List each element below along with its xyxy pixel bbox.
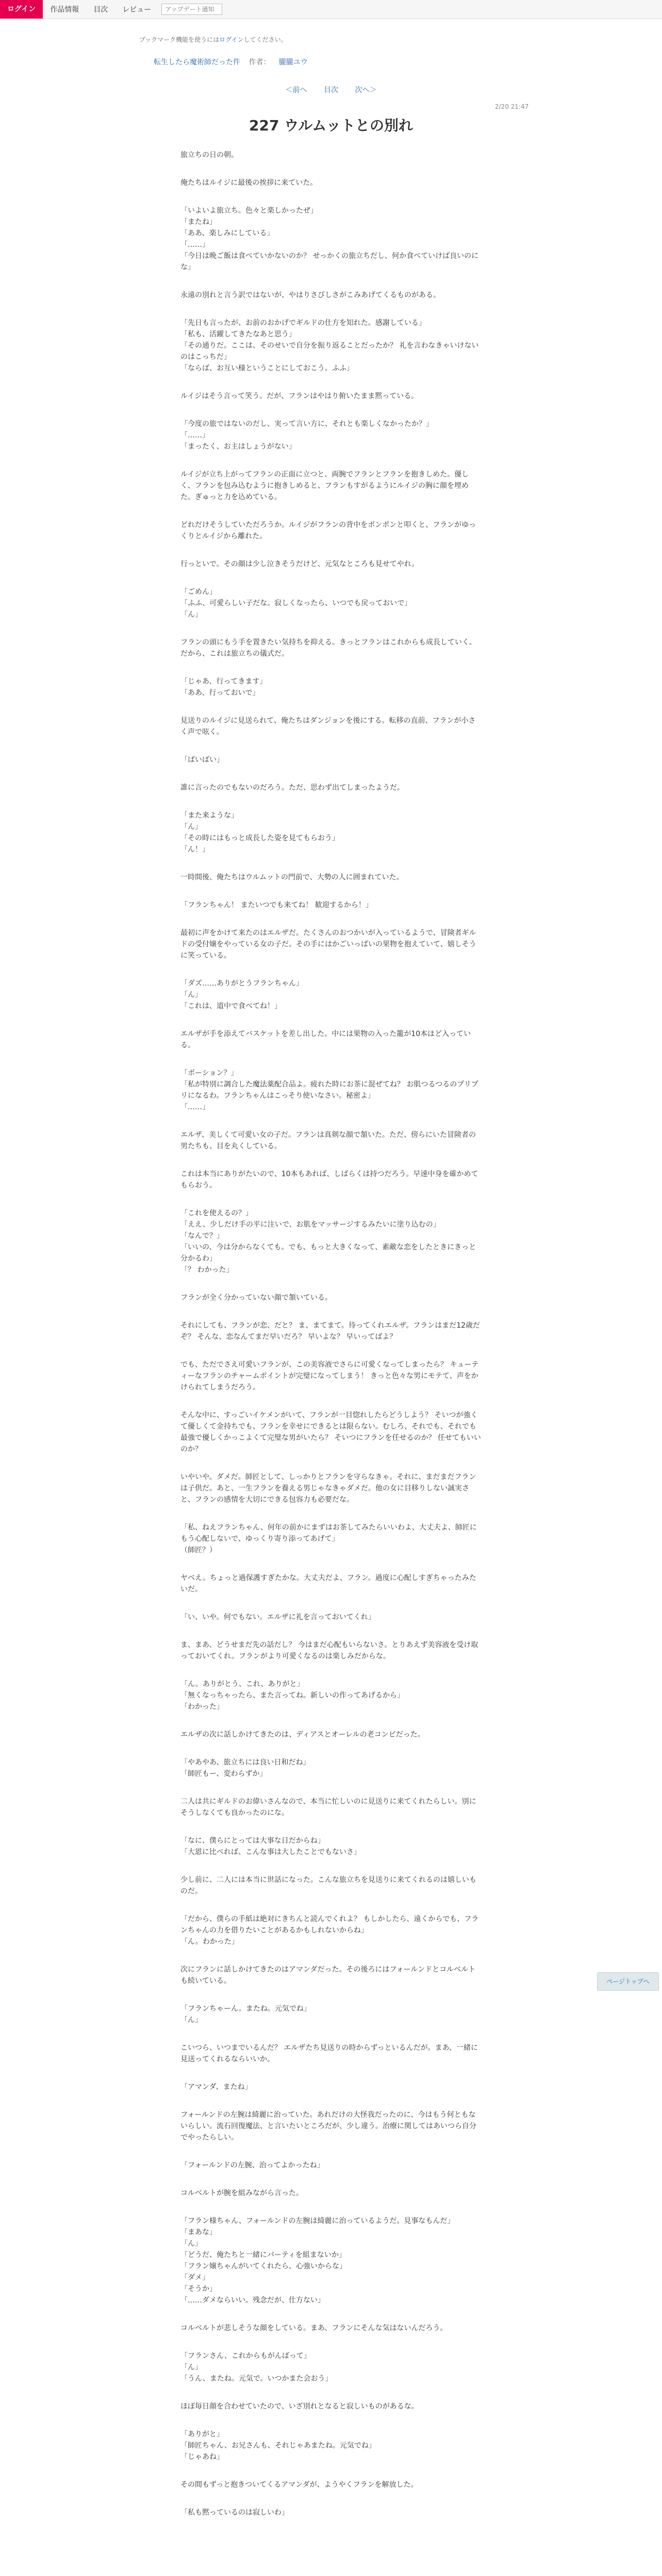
paragraph xyxy=(180,1679,482,1713)
nav-item-review[interactable]: レビュー xyxy=(122,6,152,14)
text-line: 「ええ、少しだけ手の平に注いで、お肌をマッサージするみたいに塗り込むの」 xyxy=(180,1221,440,1229)
text-line: 「フランさん、これからもがんばって」 xyxy=(180,2352,311,2360)
text-line: 「ばいばい」 xyxy=(180,756,224,764)
nav-item-info[interactable]: 作品情報 xyxy=(50,6,79,14)
text-line: 「師匠ちゃん、お兄さんも、それじゃあまたね。元気でね」 xyxy=(180,2442,376,2450)
text-line: 「どうだ、俺たちと一緒にパーティを組まないか」 xyxy=(180,2251,346,2259)
text-line: それにしても、フランが恋、だと？ ま、まてまて。待ってくれエルザ。フランはまだ12歳だぞ？ そんな、恋なんてまだ早いだろ？ 早いよな？ 早いってばよ？ xyxy=(180,1321,481,1341)
paragraph xyxy=(180,927,482,961)
paragraph xyxy=(180,2109,482,2143)
paragraph xyxy=(180,2350,482,2384)
text-line: 「ん。わかった」 xyxy=(180,1938,239,1946)
paragraph xyxy=(180,1067,482,1113)
text-line: 「……」 xyxy=(180,1103,209,1111)
paragraph xyxy=(180,2215,482,2306)
top-pager xyxy=(0,84,662,95)
paragraph xyxy=(180,558,482,570)
text-line: 「ありがと」 xyxy=(180,2430,224,2438)
text-line: 旅立ちの日の朝。 xyxy=(180,151,238,159)
author-label: 作者： xyxy=(249,58,271,66)
paragraph xyxy=(180,1572,482,1595)
text-line: でも、ただでさえ可愛いフランが、この美容液でさらに可愛くなってしまったら？ キューティーなフランのチャームポイントが完璧になってしまう！ きっと色々な男にモテて、声をかけられてしまうだろう。 xyxy=(180,1361,479,1392)
paragraph xyxy=(180,637,482,659)
paragraph xyxy=(180,2507,482,2518)
text-line: 最初に声をかけて来たのはエルザだ。たくさんのおつかいが入っているようで、冒険者ギルドの受付嬢をやっている女の子だ。その手にはかごいっぱいの果物を抱えていて、嬉しそうに笑っている。 xyxy=(180,929,476,960)
paragraph xyxy=(180,1913,482,1947)
text-line: フォールンドの左腕は綺麗に治っていた。あれだけの大怪我だったのに、今はもう何ともないらしい。流石回復魔法、と言いたいところだが、少し違う。治療に関してはあいつら自分でやったらしい。 xyxy=(180,2111,476,2142)
paragraph xyxy=(180,782,482,793)
paragraph xyxy=(180,754,482,766)
text-line: いやいや。ダメだ。師匠として、しっかりとフランを守らなきゃ。それに、まだまだフランは子供だ。あと、一生フランを養える男じゃなきゃダメだ。他の女に目移りしない誠実さと、フランの感情を大切にできる包容力も必要だな。 xyxy=(180,1473,476,1504)
text-line: 「フォールンドの左腕、治ってよかったね」 xyxy=(180,2161,324,2170)
text-line: 「ん」 xyxy=(180,2363,202,2371)
paragraph xyxy=(180,2479,482,2490)
text-line: 誰に言ったのでもないのだろう。ただ、思わず出てしまったようだ。 xyxy=(180,784,404,792)
login-button[interactable]: ログイン xyxy=(0,0,43,19)
top-nav-bar xyxy=(0,0,662,19)
text-line: 「私も黙っているのは寂しいわ」 xyxy=(180,2509,289,2517)
chapter-title: 227 ウルムットとの別れ xyxy=(249,117,413,134)
text-line: 「ダズ……ありがとうフランちゃん」 xyxy=(180,979,303,988)
text-line: 「なに、僕らにとっては大事な日だからね」 xyxy=(180,1837,325,1845)
paragraph xyxy=(180,1522,482,1556)
text-line: 「ん」 xyxy=(180,611,202,619)
text-line: 一時間後、俺たちはウルムットの門前で、大勢の人に囲まれていた。 xyxy=(180,873,404,882)
text-line: 「ダメ」 xyxy=(180,2274,209,2282)
paragraph xyxy=(180,1208,482,1276)
text-line: どれだけそうしていただろうか。ルイジがフランの背中をポンポンと叩くと、フランがゆっくりとルイジから離れた。 xyxy=(180,521,476,540)
text-line: 「いよいよ旅立ち。色々と楽しかったぜ」 xyxy=(180,207,318,215)
text-line: 俺たちはルイジに最後の挨拶に来ていた。 xyxy=(180,179,318,187)
text-line: 「フラン様ちゃん、フォールンドの左腕は綺麗に治っているようだ。見事なもんだ」 xyxy=(180,2217,455,2225)
paragraph xyxy=(180,1639,482,1662)
notice-suffix: してください。 xyxy=(243,36,287,43)
paragraph xyxy=(180,872,482,883)
paragraph xyxy=(180,205,482,273)
paragraph xyxy=(180,519,482,542)
text-line: コルベルトが腕を組みながら言った。 xyxy=(180,2189,303,2197)
text-line: 「その通りだ。ここは、そのせいで自分を振り返ることだったか？ 礼を言わなきゃいけないのはこっちだ」 xyxy=(180,342,479,361)
text-line: フランが全く分かっていない顔で頷いている。 xyxy=(180,1294,332,1302)
text-line: 「フラン嬢ちゃんがいてくれたら、心強いからな」 xyxy=(180,2262,346,2270)
text-line: エルザが手を添えてバスケットを差し出した。中には果物の入った籠が10本ほど入っている。 xyxy=(180,1030,471,1049)
text-line: 「ん。ありがとう、これ、ありがと」 xyxy=(180,1680,304,1688)
text-line: 「……」 xyxy=(180,241,209,249)
text-line: 「わかった」 xyxy=(180,1703,224,1711)
text-line: 見送りのルイジに見送られて、俺たちはダンジョンを後にする。転移の直前、フランが小さく声で呟く。 xyxy=(180,717,476,736)
paragraph xyxy=(180,586,482,620)
text-line: 「ん」 xyxy=(180,991,202,999)
text-line: 「ん」 xyxy=(180,2016,202,2024)
text-line: フランの頭にもう手を置きたい気持ちを抑える。きっとフランはこれからも成長していく。だから、これは旅立ちの儀式だ。 xyxy=(180,638,476,658)
paragraph xyxy=(180,1964,482,1987)
text-line: 「フランちゃーん。またね。元気でね」 xyxy=(180,2005,311,2013)
paragraph xyxy=(180,900,482,911)
paragraph xyxy=(180,2188,482,2199)
paragraph xyxy=(180,1292,482,1303)
chapter-body xyxy=(180,149,482,2535)
text-line: 「ふふ、可愛らしい子だな。寂しくなったら、いつでも戻っておいで」 xyxy=(180,599,412,607)
text-line: 永遠の別れと言う訳ではないが、やはりさびしさがこみあげてくるものがある。 xyxy=(180,291,440,299)
text-line: 「私が特別に調合した魔法薬配合品よ。疲れた時にお茶に混ぜてね？ お肌つるつるのプリプリになるわ。フランちゃんはこっそり使いなさい。秘密よ」 xyxy=(180,1080,478,1100)
paragraph xyxy=(180,1471,482,1505)
post-date: 2/20 21:47 xyxy=(495,103,529,110)
paragraph xyxy=(180,469,482,503)
page-top-button[interactable]: ページトップへ xyxy=(597,1972,659,1991)
paragraph xyxy=(180,1874,482,1897)
nav-item-toc[interactable]: 目次 xyxy=(93,6,108,14)
text-line: エルザ、美しくて可愛い女の子だ。フランは真剣な顔で頷いた。ただ、傍らにいた冒険者の男たちも、目を丸くしている。 xyxy=(180,1131,476,1150)
paragraph xyxy=(180,1612,482,1623)
text-line: 「これを使えるの？」 xyxy=(180,1209,253,1217)
text-line: ルイジはそう言って笑う。だが、フランはやはり俯いたまま黙っている。 xyxy=(180,392,419,400)
text-line: 「ならば、お互い様ということにしておこう。ふふ」 xyxy=(180,364,354,372)
text-line: 「じゃあね」 xyxy=(180,2453,224,2461)
text-line: 「ごめん」 xyxy=(180,588,217,596)
text-line: 「ん」 xyxy=(180,823,202,831)
text-line: 「師匠もー、変わらずか」 xyxy=(180,1770,267,1778)
text-line: 「じゃあ、行ってきます」 xyxy=(180,677,267,686)
text-line: 「ああ、行っておいで」 xyxy=(180,689,260,697)
text-line: これは本当にありがたいので、10本もあれば、しばらくは持つだろう。早速中身を確かめてもらおう。 xyxy=(180,1170,478,1190)
notice-login-link[interactable]: ログイン xyxy=(219,36,244,43)
text-line: 「……ダメならいい。残念だが、仕方ない」 xyxy=(180,2296,325,2304)
paragraph xyxy=(180,1028,482,1051)
text-line: 「フランちゃん！ またいつでも来てね！ 歓迎するから！」 xyxy=(180,901,373,909)
paragraph xyxy=(180,418,482,452)
text-line: 「無くなっちゃったら、また言ってね。新しいの作ってあげるから」 xyxy=(180,1691,404,1700)
text-line: 「うん、またね。元気で。いつかまた会おう」 xyxy=(180,2375,333,2383)
text-line: その間もずっと抱きついてくるアマンダが、ようやくフランを解放した。 xyxy=(180,2481,418,2489)
series-title-link[interactable]: 転生したら魔術師だった件 xyxy=(154,58,240,66)
text-line: 「？ わかった」 xyxy=(180,1266,234,1274)
paragraph xyxy=(180,2081,482,2093)
paragraph xyxy=(180,810,482,855)
text-line: 「またね」 xyxy=(180,218,217,226)
text-line: 「また来ような」 xyxy=(180,811,238,820)
paragraph xyxy=(180,1796,482,1819)
text-line: そんな中に、すっごいイケメンがいて、フランが一目惚れしたらどうしよう？ そいつが強くて優しくて金持ちでも、フランを幸せにできるとは限らない。むしろ、それでも、それでも最強で優しくかっこよくて完璧な男がいたら？ そいつにフランを任せるのか？ 任せてもいいのか？ xyxy=(180,1411,481,1453)
text-line: ルイジが立ち上がってフランの正面に立つと、両腕でフランとフランを抱きしめた。優しく、フランを包み込むように抱きしめると、フランもすがるようにルイジの胸に顔を埋めた。ぎゅっと力を込めている。 xyxy=(180,470,469,501)
text-line: コルベルトが悲しそうな顔をしている。まあ、フランにそんな気はないんだろう。 xyxy=(180,2324,448,2332)
paragraph xyxy=(180,2160,482,2171)
text-line: 「い、いや。何でもない。エルザに礼を言っておいてくれ」 xyxy=(180,1613,375,1621)
paragraph xyxy=(180,290,482,301)
text-line: 「今度の旅ではないのだし、実って言い方に、それとも楽しくなかったか？」 xyxy=(180,420,433,428)
paragraph xyxy=(180,2042,482,2065)
text-line: 「私も、活躍してきたなあと思う」 xyxy=(180,330,296,338)
paragraph xyxy=(180,1320,482,1343)
text-line: 「その時にはもっと成長した姿を見てもらおう」 xyxy=(180,834,339,842)
text-line: こいつら、いつまでいるんだ？ エルザたち見送りの時からずっといるんだが。まあ、一緒に見送ってくれるならいいか。 xyxy=(180,2044,478,2063)
text-line: 「まったく、お主はしょうがない」 xyxy=(180,443,296,451)
text-line: 「そうか」 xyxy=(180,2285,217,2293)
text-line: エルザの次に話しかけてきたのは、ディアスとオーレルの老コンビだった。 xyxy=(180,1731,425,1739)
paragraph xyxy=(180,1359,482,1393)
text-line: 「ん」 xyxy=(180,2240,202,2248)
text-line: 「先日も言ったが、お前のおかげでギルドの仕方を知れた。感謝している」 xyxy=(180,319,426,327)
text-line: 「ん！」 xyxy=(180,845,209,854)
paragraph xyxy=(180,1835,482,1858)
paragraph xyxy=(180,715,482,738)
paragraph xyxy=(180,676,482,699)
paragraph xyxy=(180,1757,482,1780)
paragraph xyxy=(180,391,482,402)
text-line: 「だから、僕らの手紙は絶対にきちんと読んでくれよ？ もしかしたら、遠くからでも、フランちゃんの力を借りたいことがあるかもしれないからね」 xyxy=(180,1915,479,1935)
notice-prefix: ブックマーク機能を使うには xyxy=(139,36,220,43)
paragraph xyxy=(180,2429,482,2463)
paragraph xyxy=(180,2323,482,2334)
paragraph xyxy=(180,1729,482,1740)
text-line: 「……」 xyxy=(180,431,209,439)
text-line: ほぼ毎日顔を合わせていたので、いざ別れとなると寂しいものがあるな。 xyxy=(180,2402,419,2411)
update-notify-input[interactable] xyxy=(161,4,222,15)
bookmark-notice xyxy=(139,35,287,44)
text-line: 「私、ねえフランちゃん、何年の前かにまずはお茶してみたらいいわよ、大丈夫よ、師匠にもう心配しないで、ゆっくり寄り添ってあげて」 xyxy=(180,1523,477,1543)
paragraph xyxy=(180,978,482,1012)
text-line: 次にフランに話しかけてきたのはアマンダだった。その後ろにはフォールンドとコルベルトも続いている。 xyxy=(180,1965,476,1985)
text-line: （師匠？） xyxy=(180,1546,217,1554)
paragraph xyxy=(180,317,482,374)
text-line: 「大恩に比べれば、こんな事は大したことでもないさ」 xyxy=(180,1848,361,1856)
paragraph xyxy=(180,149,482,161)
paragraph xyxy=(180,1410,482,1455)
text-line: 「いいの、今は分からなくても。でも、もっと大きくなって、素敵な恋をしたときにきっと分かるわ」 xyxy=(180,1243,476,1263)
toc-link[interactable]: 目次 xyxy=(324,86,338,94)
text-line: 「まあな」 xyxy=(180,2228,217,2236)
paragraph xyxy=(180,2003,482,2026)
text-line: 「ポーション？」 xyxy=(180,1069,238,1077)
text-line: 「ああ、楽しみにしている」 xyxy=(180,229,274,238)
next-link[interactable]: 次へ＞ xyxy=(355,86,377,94)
text-line: 行っといで。その顔は少し泣きそうだけど、元気なところも見せてやれ。 xyxy=(180,560,419,568)
text-line: 「やあやあ、旅立ちには良い日和だね」 xyxy=(180,1758,310,1767)
text-line: 「なんで？」 xyxy=(180,1232,224,1240)
paragraph xyxy=(180,1129,482,1152)
prev-link[interactable]: ＜前へ xyxy=(285,86,307,94)
author-link[interactable]: 朧朧ユウ xyxy=(278,58,308,66)
paragraph xyxy=(180,2401,482,2412)
text-line: 「アマンダ、またね」 xyxy=(180,2083,252,2091)
text-line: ま、まあ、どうせまだ先の話だし？ 今はまだ心配もいらないさ。とりあえず美容液を受け取っておいてくれ。フランがより可愛くなるのは楽しみだからな。 xyxy=(180,1641,478,1660)
text-line: ヤベえ。ちょっと過保護すぎたかな。大丈夫だよ、フラン。過度に心配しすぎちゃったみたいだ。 xyxy=(180,1574,476,1594)
paragraph xyxy=(180,177,482,189)
novel-meta xyxy=(154,57,314,67)
paragraph xyxy=(180,1168,482,1191)
text-line: 「これは、道中で食べてね！」 xyxy=(180,1002,282,1010)
text-line: 少し前に、二人には本当に世話になった。こんな旅立ちを見送りに来てくれるのは嬉しいものだ。 xyxy=(180,1876,476,1895)
text-line: 「今日は晩ご飯は食べていかないのか？ せっかくの旅立ちだし、何か食べていけば良いのにな」 xyxy=(180,252,479,272)
text-line: 二人は共にギルドのお偉いさんなので、本当に忙しいのに見送りに来てくれたらしい。別にそうしなくても良かったのにな。 xyxy=(180,1798,476,1817)
